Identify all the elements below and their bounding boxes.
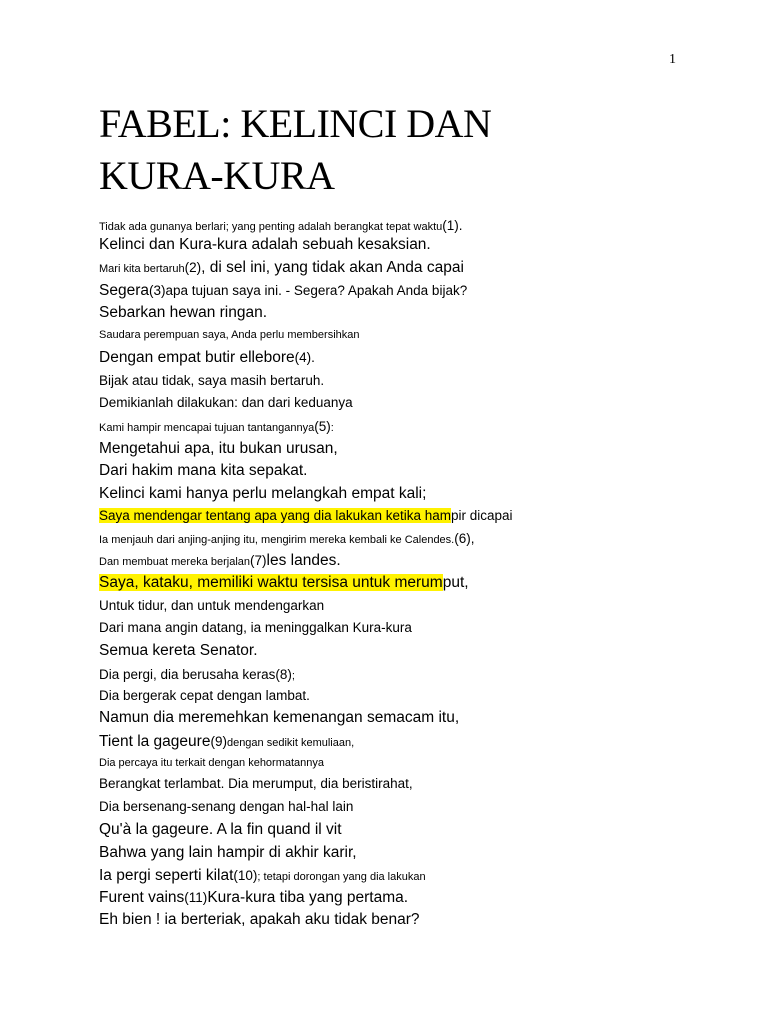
line-text: (3) (148, 283, 166, 298)
line-text: Furent vains (99, 889, 185, 906)
text-line (99, 710, 459, 726)
line-text: Dia bersenang-senang dengan hal-hal lain (99, 799, 354, 814)
line-text: Tient la gageure (99, 733, 211, 750)
line-text: Dari hakim mana kita sepakat. (99, 462, 308, 479)
line-text: ; (291, 670, 295, 682)
line-text: , di sel ini, yang tidak akan Anda capai (201, 259, 464, 276)
text-line (99, 531, 474, 547)
text-line (99, 890, 408, 906)
text-line (99, 912, 420, 928)
text-line (99, 688, 310, 704)
line-text: Namun dia meremehkan kemenangan semacam itu, (99, 709, 460, 726)
text-line (99, 373, 324, 389)
line-text: put, (442, 574, 469, 591)
line-text: Dia bergerak cepat dengan lambat. (99, 688, 310, 703)
text-line (99, 326, 360, 342)
line-text: : (330, 422, 334, 434)
line-text: (4). (294, 350, 315, 365)
text-line (99, 734, 354, 750)
line-text: Untuk tidur, dan untuk mendengarkan (99, 598, 325, 613)
text-line (99, 305, 267, 321)
line-text: Bahwa yang lain hampir di akhir karir, (99, 844, 357, 861)
text-line (99, 845, 357, 861)
highlighted-text: Saya, kataku, memiliki waktu tersisa untuk merum (99, 574, 443, 591)
line-text: Kura-kura tiba yang pertama. (207, 889, 409, 906)
text-line (99, 441, 338, 457)
line-text: Saudara perempuan saya, Anda perlu membersihkan (99, 329, 360, 341)
line-text: (7) (250, 553, 267, 568)
line-text: Segera (99, 282, 149, 299)
text-line (99, 486, 426, 502)
line-text: (11) (184, 890, 208, 905)
text-line (99, 419, 334, 435)
line-text: Dia pergi, dia berusaha keras (99, 667, 276, 682)
line-text: (6), (454, 531, 475, 546)
text-line (99, 350, 315, 366)
line-text: dengan sedikit kemuliaan, (226, 737, 355, 749)
title-line: FABEL: KELINCI DAN (99, 101, 492, 146)
text-line (99, 598, 324, 614)
line-text: (2) (184, 260, 202, 275)
line-text: Dari mana angin datang, ia meninggalkan Kura-kura (99, 620, 412, 635)
text-line (99, 620, 412, 636)
line-text: pir dicapai (451, 508, 513, 523)
text-line (99, 643, 258, 659)
text-line (99, 575, 469, 591)
line-text: Semua kereta Senator. (99, 642, 258, 659)
line-text: Eh bien ! ia berteriak, apakah aku tidak benar? (99, 911, 420, 928)
line-text: (1). (442, 218, 463, 233)
text-line (99, 822, 342, 838)
line-text: Ia menjauh dari anjing-anjing itu, mengirim mereka kembali ke Calendes. (99, 534, 455, 546)
line-text: Kami hampir mencapai tujuan tantangannya (99, 422, 315, 434)
line-text: ; tetapi dorongan yang dia lakukan (257, 871, 426, 883)
line-text: apa tujuan saya ini. - Segera? Apakah Anda bijak? (165, 283, 468, 298)
text-line (99, 868, 426, 884)
line-text: (8) (275, 667, 292, 682)
line-text: (9) (210, 734, 227, 749)
line-text: Kelinci dan Kura-kura adalah sebuah kesaksian. (99, 236, 431, 253)
text-line (99, 754, 324, 770)
text-line (99, 260, 464, 276)
line-text: Dan membuat mereka berjalan (99, 556, 251, 568)
text-line (99, 776, 413, 792)
line-text: Qu'à la gageure. A la fin quand il vit (99, 821, 342, 838)
text-line (99, 237, 431, 253)
line-text: Dengan empat butir ellebore (99, 349, 295, 366)
line-text: Mengetahui apa, itu bukan urusan, (99, 440, 338, 457)
text-line (99, 553, 341, 569)
line-text: Demikianlah dilakukan: dan dari keduanya (99, 395, 353, 410)
line-text: les landes. (266, 552, 341, 569)
text-line (99, 395, 353, 411)
text-line (99, 283, 467, 299)
line-text: Mari kita bertaruh (99, 263, 185, 275)
text-line (99, 799, 353, 815)
text-line (99, 667, 295, 683)
highlighted-text: Saya mendengar tentang apa yang dia lakukan ketika ham (99, 508, 451, 523)
page-number: 1 (669, 52, 676, 67)
text-line (99, 463, 307, 479)
line-text: Berangkat terlambat. Dia merumput, dia beristirahat, (99, 776, 413, 791)
title-line: KURA-KURA (99, 153, 335, 198)
line-text: Ia pergi seperti kilat (99, 867, 234, 884)
line-text: (10) (233, 868, 258, 883)
line-text: Tidak ada gunanya berlari; yang penting adalah berangkat tepat waktu (99, 221, 443, 233)
text-line (99, 508, 513, 524)
text-line (99, 218, 463, 234)
line-text: Dia percaya itu terkait dengan kehormatannya (99, 757, 325, 769)
line-text: Kelinci kami hanya perlu melangkah empat kali; (99, 485, 427, 502)
line-text: (5) (314, 419, 331, 434)
line-text: Bijak atau tidak, saya masih bertaruh. (99, 373, 325, 388)
line-text: Sebarkan hewan ringan. (99, 304, 268, 321)
